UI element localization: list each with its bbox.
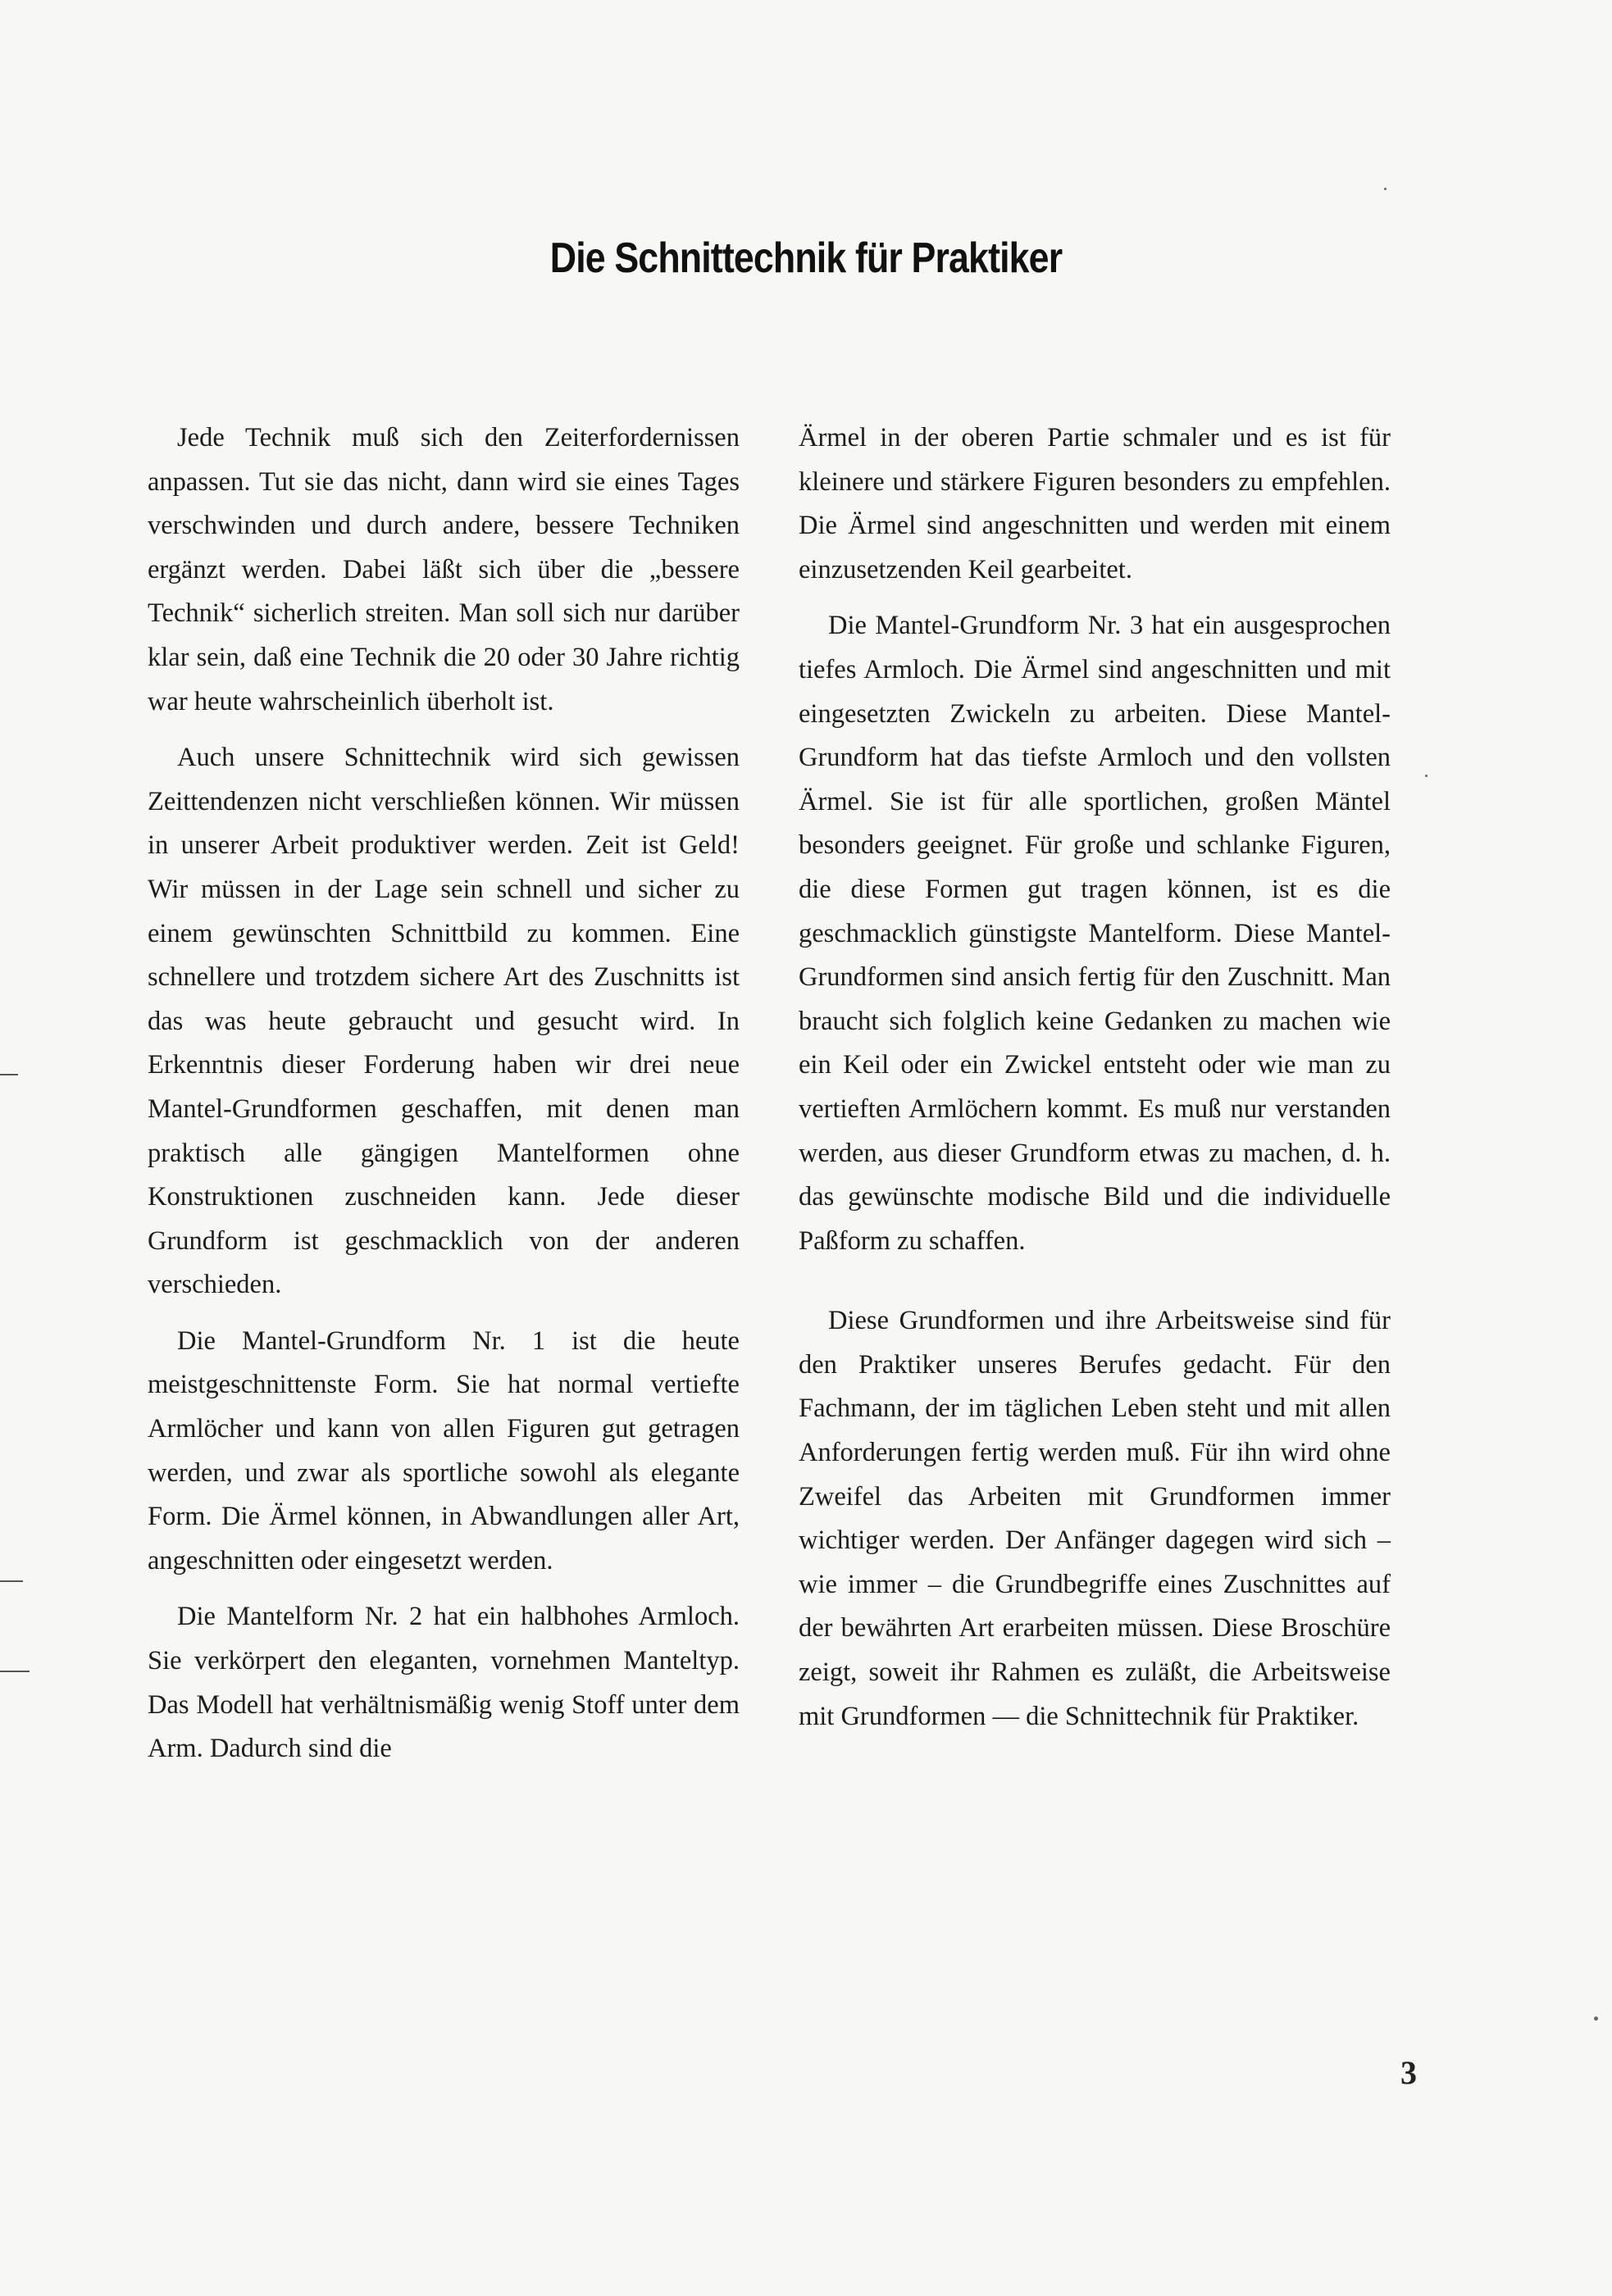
scan-edge-mark	[0, 1580, 23, 1582]
right-column	[799, 416, 1391, 1739]
page-title: Die Schnittechnik für Praktiker	[549, 234, 1063, 282]
page-number: 3	[1400, 2054, 1417, 2091]
scan-speck	[1384, 188, 1387, 190]
scan-speck	[1594, 2016, 1598, 2021]
paragraph: Ärmel in der oberen Partie schmaler und es ist für kleinere und stärkere Figuren besonders zu empfehlen. Die Ärmel sind angeschnitten und werden mit einem einzusetzenden Keil gearbeitet.	[799, 423, 1391, 584]
scan-speck	[1425, 775, 1428, 777]
paragraph: Die Mantel-Grundform Nr. 1 ist die heute meistgeschnittenste Form. Sie hat normal vertiefte Armlöcher und kann von allen Figuren gut getragen werden, und zwar als sportliche sowohl als elegante Form. Die Ärmel können, in Abwandlungen aller Art, angeschnitten oder eingesetzt werden.	[148, 1325, 740, 1575]
paragraph: Die Mantelform Nr. 2 hat ein halbhohes Armloch. Sie verkörpert den eleganten, vornehmen Manteltyp. Das Modell hat verhältnismäßig wenig Stoff unter dem Arm. Dadurch sind die	[148, 1602, 740, 1764]
paragraph: Auch unsere Schnittechnik wird sich gewissen Zeittendenzen nicht verschließen können. Wir müssen in unserer Arbeit produktiver werden. Zeit ist Geld! Wir müssen in der Lage sein schnell und sicher zu einem gewünschten Schnittbild zu kommen. Eine schnellere und trotzdem sichere Art des Zuschnitts ist das was heute gebraucht und gesucht wird. In Erkenntnis dieser Forderung haben wir drei neue Mantel-Grundformen geschaffen, mit denen man praktisch alle gängigen Mantelformen ohne Konstruktionen zuschneiden kann. Jede dieser Grundform ist geschmacklich von der anderen verschieden.	[148, 743, 740, 1300]
paragraph: Diese Grundformen und ihre Arbeitsweise sind für den Praktiker unseres Berufes gedacht. Für den Fachmann, der im täglichen Leben steht und mit allen Anforderungen fertig werden muß. Für ihn wird ohne Zweifel das Arbeiten mit Grundformen immer wichtiger werden. Der Anfänger dagegen wird sich – wie immer – die Grundbegriffe eines Zuschnittes auf der bewährten Art erarbeiten müssen. Diese Broschüre zeigt, soweit ihr Rahmen es zuläßt, die Arbeitsweise mit Grundformen — die Schnittechnik für Praktiker.	[799, 1306, 1391, 1731]
paragraph: Jede Technik muß sich den Zeiterfordernissen anpassen. Tut sie das nicht, dann wird sie eines Tages verschwinden und durch andere, bessere Techniken ergänzt werden. Dabei läßt sich über die „bessere Technik“ sicherlich streiten. Man soll sich nur darüber klar sein, daß eine Technik die 20 oder 30 Jahre richtig war heute wahrscheinlich überholt ist.	[148, 423, 740, 716]
scan-edge-mark	[0, 1671, 30, 1672]
scan-edge-mark	[0, 1074, 18, 1075]
left-column	[148, 416, 740, 1771]
paragraph: Die Mantel-Grundform Nr. 3 hat ein ausgesprochen tiefes Armloch. Die Ärmel sind angeschnitten und mit eingesetzten Zwickeln zu arbeiten. Diese Mantel-Grundform hat das tiefste Armloch und den vollsten Ärmel. Sie ist für alle sportlichen, großen Mäntel besonders geeignet. Für große und schlanke Figuren, die diese Formen gut tragen können, ist es die geschmacklich günstigste Mantelform. Diese Mantel-Grundformen sind ansich fertig für den Zuschnitt. Man braucht sich folglich keine Gedanken zu machen wie ein Keil oder ein Zwickel entsteht oder wie man zu vertieften Armlöchern kommt. Es muß nur verstanden werden, aus dieser Grundform etwas zu machen, d. h. das gewünschte modische Bild und die individuelle Paßform zu schaffen.	[799, 611, 1391, 1256]
